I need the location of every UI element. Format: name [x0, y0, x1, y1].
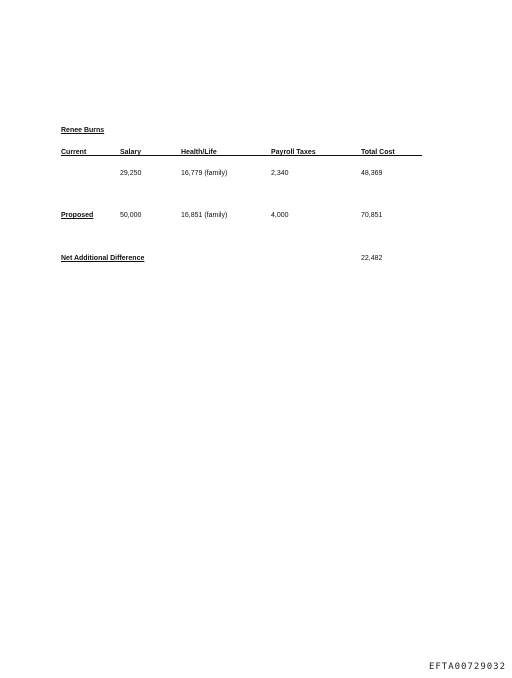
current-health-life-value: 16,779 (family) [181, 170, 228, 177]
header-total-cost: Total Cost [361, 149, 395, 156]
proposed-label: Proposed [61, 212, 94, 219]
current-total-cost-value: 48,369 [361, 170, 383, 177]
net-difference-value: 22,482 [361, 255, 383, 262]
document-id-stamp: EFTA00729032 [428, 662, 506, 672]
net-difference-label: Net Additional Difference [61, 255, 145, 262]
header-salary: Salary [120, 149, 142, 156]
proposed-total-cost-value: 70,851 [361, 212, 383, 219]
header-health-life: Health/Life [181, 149, 217, 156]
proposed-health-life-value: 16,851 (family) [181, 212, 228, 219]
proposed-salary-value: 50,000 [120, 212, 142, 219]
current-salary-value: 29,250 [120, 170, 142, 177]
header-payroll-taxes: Payroll Taxes [271, 149, 316, 156]
proposed-payroll-taxes-value: 4,000 [271, 212, 289, 219]
current-payroll-taxes-value: 2,340 [271, 170, 289, 177]
header-underline [61, 155, 422, 156]
header-current: Current [61, 149, 87, 156]
person-name-heading: Renee Burns [61, 127, 105, 134]
